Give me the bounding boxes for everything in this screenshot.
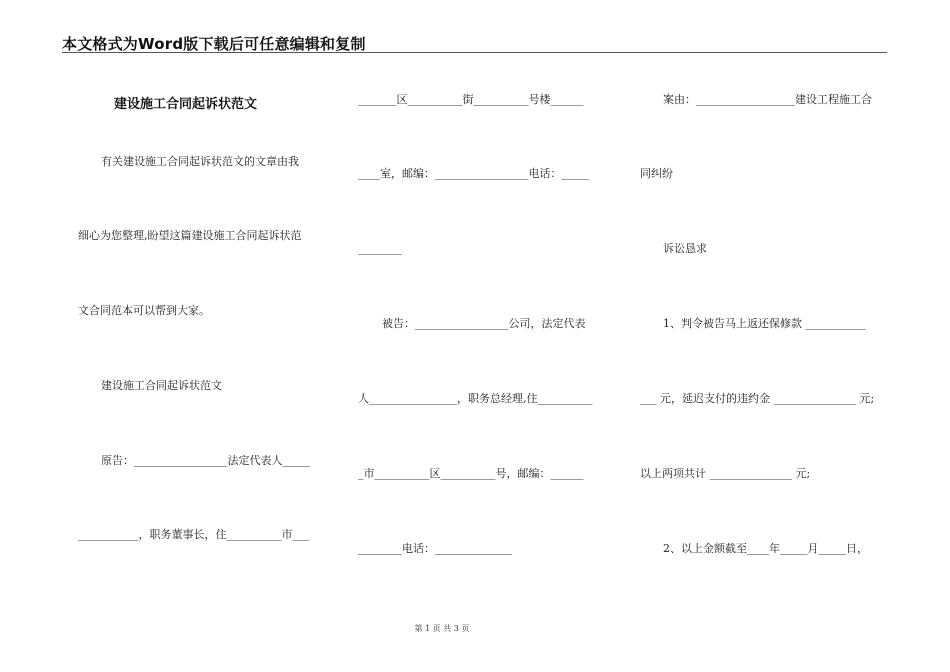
page-number-footer: 第 1 页 共 3 页 <box>414 624 470 633</box>
col2-line-7: ________电话：______________ <box>358 542 512 555</box>
col3-line-6: 以上两项共计 _______________ 元; <box>640 467 811 480</box>
col3-line-7: 2、以上金额截至____年_____月_____日， <box>663 542 868 555</box>
col2-line-1: _______区__________街__________号楼______ <box>358 93 584 106</box>
col2-line-3: ________ <box>358 242 402 255</box>
col3-line-5: ___ 元，延迟支付的违约金 _______________ 元; <box>640 392 875 405</box>
col3-line-1: 案由：__________________建设工程施工合 <box>663 93 872 106</box>
col3-line-4: 1、判令被告马上返还保修款 ___________ <box>663 317 866 330</box>
col1-line-5: 原告：_________________法定代表人_____ <box>101 454 310 467</box>
col1-line-2: 细心为您整理,盼望这篇建设施工合同起诉状范 <box>78 229 302 242</box>
col2-line-6: _市__________区__________号，邮编：______ <box>358 467 584 480</box>
col2-line-2: ____室，邮编：_________________电话：_____ <box>358 167 589 180</box>
col2-line-5: 人________________，职务总经理,住__________ <box>358 392 593 405</box>
col3-line-3: 诉讼恳求 <box>663 242 707 255</box>
col3-line-2: 同纠纷 <box>640 167 673 180</box>
col1-line-1: 有关建设施工合同起诉状范文的文章由我 <box>101 155 299 168</box>
col1-line-3: 文合同范本可以帮到大家。 <box>78 304 210 317</box>
header-divider <box>62 52 887 53</box>
col1-line-4: 建设施工合同起诉状范文 <box>101 379 222 392</box>
document-title: 建设施工合同起诉状范文 <box>114 97 258 112</box>
col2-line-4: 被告：_________________公司，法定代表 <box>382 317 586 330</box>
page-header-title: 本文格式为Word版下载后可任意编辑和复制 <box>62 35 366 53</box>
col1-line-6: ___________，职务董事长，住__________市___ <box>78 528 309 541</box>
